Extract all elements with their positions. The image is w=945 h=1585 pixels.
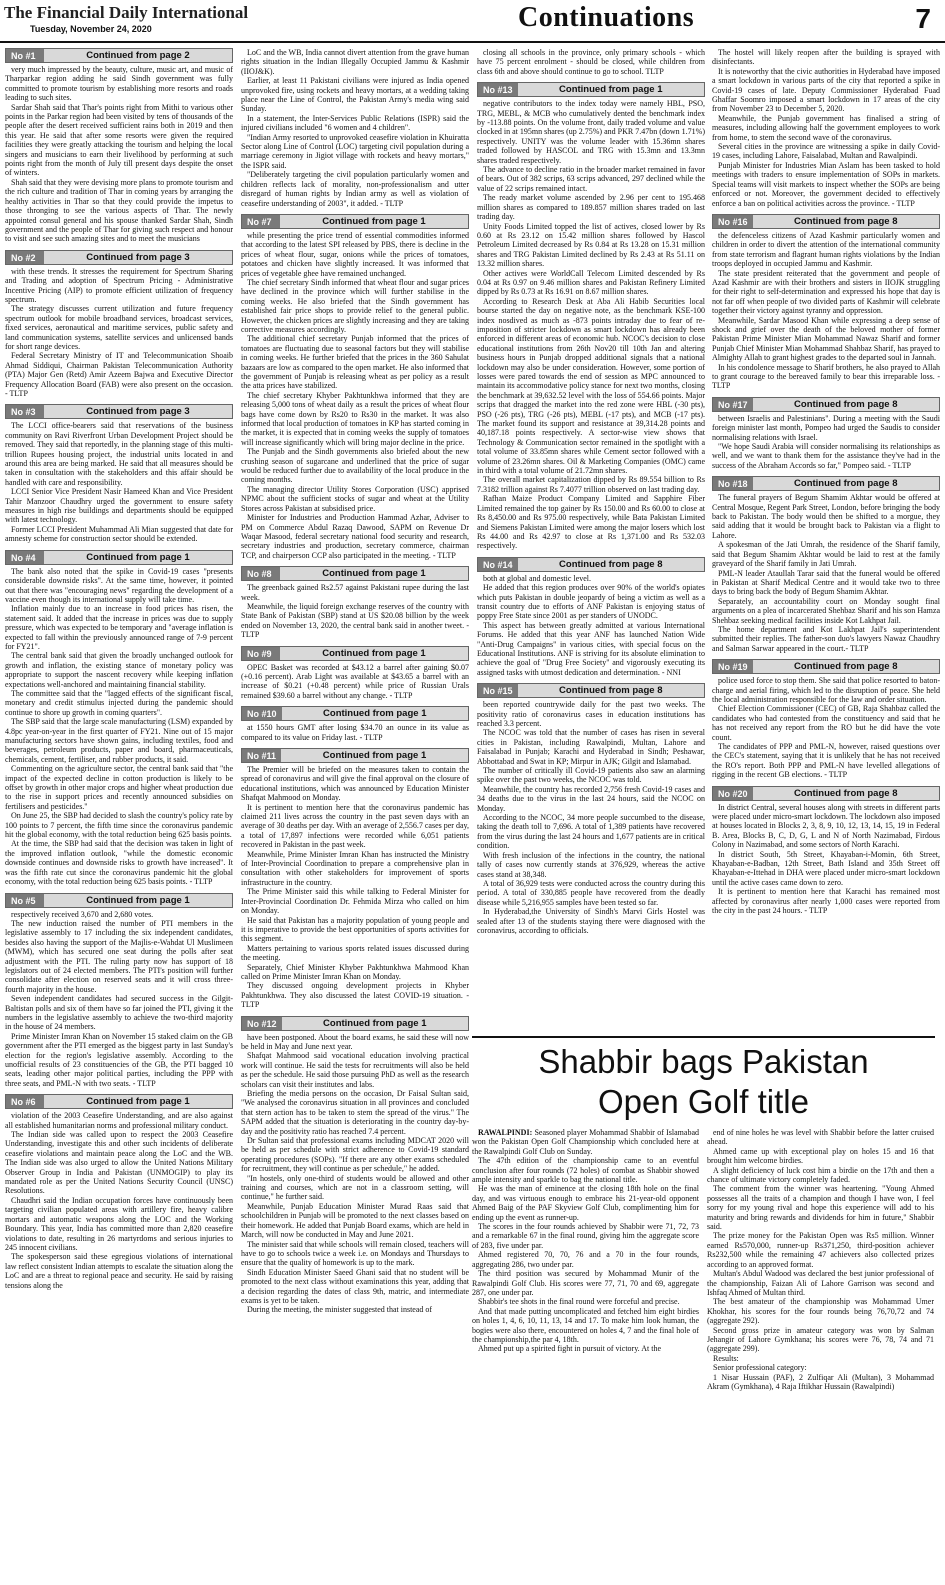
story-paragraph: "Indian Army resorted to unprovoked ceasefire violation in Khuiratta Sector along Line of Control (LOC) targeting civil population during a marriage ceremony in Jigiot village with rockets and heavy mortars," the ISPR said.: [241, 132, 469, 170]
story-paragraph: In his condolence message to Sharif brothers, he also prayed to Allah to grant courage to the bereaved family to bear this irreparable loss. - TLTP: [712, 362, 940, 391]
story-paragraph: Meanwhile, the country has recorded 2,756 fresh Covid-19 cases and 34 deaths due to the virus in the last 24 hours, said the NCOC on Monday.: [477, 784, 705, 813]
feature-paragraph: Ahmed came up with exceptional play on holes 15 and 16 that brought him welcome birdies.: [707, 1146, 934, 1166]
story-paragraph: The new induction raised the number of PTI members in the legislative assembly to 17 including the six independent candidates, besides also having the support of the Majlis-e-Wahdat Ul Muslimeen (MWM), which has secured one seat during the polls after seat adjustment with the PTI. The ruling party now has support of 18 legislators out of 24 elected members. The PTI's position will further consolidate after election on reserved seats and it will cross three-fourth majority in the house.: [5, 918, 233, 994]
story-header: [712, 659, 940, 674]
story-paragraph: According to Research Desk at Aba Ali Habib Securities local bourse started the day on negative note, as the benchmark KSE-100 index nosdived as much as -873 points intraday due to fear of re-imposition of stricter lockdown as smart lockdown has already been enforced in different areas of economic hub. NCOC's decision to close educational institutions from 26th Nov20 till 10th Jan and altering business hours in Punjab dropped additional signals that a national lockdown may also be under consideration. However, some portion of losses were pared towards the end of session as MPC announced to maintain its accommodative policy stance for next two months, closing the benchmark at 39,632.52 level with the loss of 554.66 points. Major scrips that dragged the market into the red zone were HBL (-30 pts), PSO (-26 pts), TRG (-26 pts), MEBL (-17 pts), and MCB (-17 pts). The market found its support and resistance at 39,314.28 points and 40,187.18 points respectively. A sector-wise view shows that Technology & Communication sector remained in the spotlight with a total volume of 33.85mn shares while Cement sector followed with a volume of 23.26mn shares. Oil & Marketing Companies (OMC) came in third with a total volume of 21.72mn shares.: [477, 296, 705, 476]
story-paragraph: Meanwhile, Prime Minister Imran Khan has instructed the Ministry of Inter-Provincial Coordination to prepare a comprehensive plan in consultation with other stakeholders for improvement of sports infrastructure in the country.: [241, 849, 469, 887]
story-header: [712, 397, 940, 412]
story: [712, 397, 940, 470]
story-paragraph: The bank also noted that the spike in Covid-19 cases "presents considerable downside risks". At the same time, however, it pointed out that there was "encouraging news" regarding the development of a vaccine even though its international supply will take time.: [5, 566, 233, 604]
column-3: [477, 48, 705, 1078]
story-paragraph: The greenback gained Rs2.57 against Pakistani rupee during the last week.: [241, 583, 469, 602]
story: [5, 48, 233, 244]
story-paragraph: Punjab Minister for Industries Mian Aslam has been tasked to hold meetings with traders to ensure implementation of SOPs in markets. Special teams will visit markets to inspect whether the SOPs are being enforced or not. Moreover, the government decided to effectively enforce a ban on political activities across the province. - TLTP: [712, 160, 940, 208]
story: [241, 646, 469, 701]
story-paragraph: Earlier, at least 11 Pakistani civilians were injured as India opened unprovoked fire, using rockets and heavy mortars, at a wedding taking place near the Line of Control, the Pakistan Army's media wing said Sunday.: [241, 76, 469, 114]
continued-from-label: Continued from page 1: [86, 894, 190, 906]
story-paragraph: both at global and domestic level.: [483, 573, 591, 583]
continued-from-label: Continued from page 8: [794, 215, 898, 227]
story-paragraph: The minister said that while schools will remain closed, teachers will have to go to schools twice a week i.e. on Mondays and Thursdays to ensure that the quality of homework is up to the mark.: [241, 1239, 469, 1268]
story-header: [5, 550, 233, 565]
feature-paragraph: The prize money for the Pakistan Open was Rs5 million. Winner earned Rs570,000, runner-up Rs371,250, third-position achiever Rs232,500 while the remaining 47 achievers also collected prizes according to an approved format.: [707, 1231, 934, 1269]
story-header: [241, 214, 469, 229]
story-paragraph: very much impressed by the beauty, culture, music art, and music of Tharparkar region adding he said Sindh government was fully committed to promote tourism by establishing more resorts and roads leading to such sites.: [5, 65, 233, 103]
continued-from-label: Continued from page 8: [559, 685, 663, 697]
story-paragraph: Seven independent candidates had secured success in the Gilgit-Baltistan polls and six of them have so far joined the PTI, giving it the numbers in the legislative assembly to achieve the two-third majority in the house of 24 members.: [5, 994, 233, 1032]
story-number: No #17: [713, 398, 753, 411]
story-paragraph: The Premier will be briefed on the measures taken to contain the spread of coronavirus and will give the final approval on the closure of educational institutions, which was announced by Education Minister Shafqat Mahmood on Monday.: [241, 765, 469, 803]
continued-from-label: Continued from page 1: [322, 647, 426, 659]
story-paragraph: Prime Minister Imran Khan on November 15 staked claim on the GB government after the PTI emerged as the biggest party in last Sunday's election for the region's legislative assembly. According to the unofficial results of 23 constituencies of the GB, the PTI bagged 10 seats, leading other major political parties, including the PPP with three seats, and PML-N with two seats. - TLTP: [5, 1031, 233, 1088]
story: [477, 557, 705, 677]
story: [5, 1094, 233, 1290]
story: [5, 550, 233, 887]
story: [241, 1016, 469, 1315]
feature-paragraph: Ahmed put up a spirited fight in pursuit of victory. At the: [478, 1344, 662, 1354]
story-paragraph: Federal Secretary Ministry of IT and Telecommunication Shoaib Ahmad Siddiqui, Chairman Pakistan Telecommunication Authority (PTA) Major Gen (Retd) Amir Azeem Bajwa and Executive Director Frequency Allocation Board (FAB) were also present on the occasion. - TLTP: [5, 351, 233, 398]
story-header: [241, 646, 469, 661]
story: [241, 214, 469, 560]
story-paragraph: A total of 36,929 tests were conducted across the country during this period. A total of 330,885 people have recovered from the deadly disease while 5,216,955 samples have been tested so far.: [477, 878, 705, 907]
feature-paragraph: The best amateur of the championship was Mohammad Umer Khokhar, his scores for the four rounds being 76,70,72 and 74 (aggregate 292).: [707, 1297, 934, 1326]
story-header: [477, 683, 705, 698]
continued-from-label: Continued from page 1: [323, 1017, 427, 1029]
story-number: No #11: [242, 749, 281, 762]
continued-from-label: Continued from page 8: [794, 478, 898, 490]
story: [241, 748, 469, 1010]
continued-from-label: Continued from page 1: [323, 708, 427, 720]
story-paragraph: violation of the 2003 Ceasefire Understanding, and are also against all established humanitarian norms and professional military conduct.: [5, 1111, 233, 1130]
story-paragraph: The Punjab and the Sindh governments also briefed about the new crushing season of sugarcane and underlined that the price of sugar would be reduced further due to availability of the local produce in the coming months.: [241, 447, 469, 485]
story-paragraph: The Indian side was called upon to respect the 2003 Ceasefire Understanding, investigate this and other such incidents of deliberate ceasefire violations and maintain peace along the LoC and the WB. The Indian side was also urged to allow the United Nations Military Observer Group in India and Pakistan (UNMOGIP) to play its mandated role as per the United Nations Security Council (UNSC) Resolutions.: [5, 1130, 233, 1196]
story-paragraph: Dr Sultan said that professional exams including MDCAT 2020 will be held as per schedule with strict adherence to Covid-19 standard operating procedures (SOPs). "If there are any other exams scheduled for recruitment, they will continue as per schedule," he added.: [241, 1136, 469, 1174]
story-paragraph: In a statement, the Inter-Services Public Relations (ISPR) said the injured civilians included "6 women and 4 children".: [241, 113, 469, 133]
story-paragraph: Minister for Industries and Production Hammad Azhar, Adviser to PM on Commerce Abdul Razaq Dawood, SAPM on Revenue Dr Waqar Masood, federal secretary national food security and research, secretary industries and production, secretary commerce, chairman TCP, and chairperson CCP also participated in the meeting. - TLTP: [241, 513, 469, 560]
story-paragraph: police used force to stop them. She said that police resorted to baton-charge and aerial firing, which led to the disruption of peace. She held the local administration responsible for the law and order situation.: [712, 676, 940, 704]
issue-date: Tuesday, November 24, 2020: [30, 24, 152, 34]
story-paragraph: At the time, the SBP had said that the decision was taken in light of the improved inflation outlook, "while the domestic economic downside continues and downside risks to growth have increased". It was the fifth rate cut since the coronavirus pandemic hit the global economy, with the total reduction being 625 basis points. - TLTP: [5, 839, 233, 887]
story-paragraph: Sardar Shah said that Thar's points right from Mithi to various other points in the Parkar region had been visited by tens of thousands of the people after the desert received sufficient rains both in 2019 and then this year. He said that after some resorts were given the required facilities they were greatly attacking the tourism and helping the local singers and musicians to earn their livelihood by performing at such points right from the month of July till present days despite the onset of winters.: [5, 102, 233, 178]
story-paragraph: negative contributors to the index today were namely HBL, PSO, TRG, MEBL, & MCB who cumulatively dented the benchmark index by -113.88 points. On the volume front, daily traded volume and value clocked in at 195mn shares (up 2.75%) and PKR 7.47bn (down 1.71%) respectively. UNITY was the volume leader with 15.36mn shares traded followed by HASCOL and TRG with 15.3mn and 13.3mn shares traded respectively.: [477, 99, 705, 165]
story-paragraph: Chief Election Commissioner (CEC) of GB, Raja Shahbaz called the candidates who had contested from the constituency and said that he has not received any report from the RO but he did have the vote count.: [712, 704, 940, 742]
story-paragraph: The committee said that the "lagged effects of the significant fiscal, monetary and credit stimulus injected during the pandemic should continue to shore up growth in coming quarters".: [5, 688, 233, 717]
story-paragraph: It is pertinent to mention here that Karachi has remained most affected by coronavirus after nearly 1,000 cases were reported from the city in the past 24 hours. - TLTP: [712, 887, 940, 916]
story-paragraph: "In hostels, only one-third of students would be allowed and other training and courses, which are not in a classroom setting, will continue," he further said.: [241, 1173, 469, 1202]
story-header: [241, 748, 469, 763]
story-header: [477, 82, 705, 97]
story-paragraph: The state president reiterated that the government and people of Azad Kashmir are with their brothers and sisters in IIOJK struggling for their right to self-determination and expressed his hope that day is not far off when people of two divided parts of Kashmir will celebrate together their victory against tyranny and oppression.: [712, 268, 940, 316]
story-paragraph: Shah said that they were devising more plans to promote tourism and the rich culture and tradition of Thar in coming years by arranging the healthy activities in Thar so that they could provide the impetus to those thronging to see the various aspects of Thar. The newly appointed consul general and his spouse thanked Sardar Shah, Sindh government and the people of Thar for giving such respect and honour to visit and see such amazing sites and to meet the musicians: [5, 177, 233, 244]
feature-paragraph: And that made putting uncomplicated and fetched him eight birdies on holes 1, 4, 6, 10, 11, 13, 14 and 17. To make him look human, the bogies were also there, encountered on holes 4, 7 and the final hole of the championship,the par 4, 18th.: [472, 1306, 699, 1344]
story-header: [712, 214, 940, 229]
story-paragraph: The additional chief secretary Punjab informed that the prices of tomatoes are fluctuating due to seasonal factors but they will stabilise in coming weeks. He further briefed that the prices in the 360 Sahulat bazaars are low as compared to the open market. He also informed that the government of Punjab is releasing wheat as per policy as a result the atta prices have stabilized.: [241, 334, 469, 391]
story-paragraph: Separately, Chief Minister Khyber Pakhtunkhwa Mahmood Khan called on Prime Minister Imran Khan on Monday.: [241, 962, 469, 981]
story: [477, 48, 705, 76]
feature-paragraph: He was the man of eminence at the closing 18th hole on the final day, and was virtuous enough to embrace his 21-year-old opponent Ahmed Baig of the PAF Skyview Golf Club, complimenting him for ending up the event as runner-up.: [472, 1184, 699, 1222]
feature-paragraph: The scores in the four rounds achieved by Shabbir were 71, 72, 73 and a remarkable 67 in the final round, giving him the aggregate score of 283, five under par.: [472, 1222, 699, 1250]
continued-from-label: Continued from page 3: [86, 251, 190, 263]
feature-paragraph: Ahmed registered 70, 70, 76 and a 70 in the four rounds, aggregating 286, two under par.: [472, 1250, 699, 1269]
story-paragraph: Inflation mainly due to an increase in food prices has risen, the statement said. It added that the increase in prices was due to supply pressure, which was expected to be temporary and "average inflation is expected to fall within the previously announced range of 7-9 percent for FY21".: [5, 604, 233, 651]
story: [5, 893, 233, 1089]
story-header: [712, 476, 940, 491]
page-number: 7: [915, 3, 931, 34]
continued-from-label: Continued from page 1: [86, 551, 190, 563]
story-paragraph: The LCCI office-bearers said that reservations of the business community on Ravi Riverfront Urban Development Project should be removed. They said that reportedly, in the planning stage of this multi-trillion Rupees housing project, the industrial units located in and around this area are being marked. He said that all measures should be taken in consultation with the stakeholders and this affair should be handled with care and responsibility.: [5, 421, 233, 487]
story-number: No #7: [242, 215, 280, 228]
story-paragraph: A spokesman of the Jati Umrah, the residence of the Sharif family, said that Begum Shamim Akhtar would be laid to rest at the family graveyard of the Sharif family in Jati Umrah.: [712, 540, 940, 569]
story-paragraph: Sindh Education Minister Saeed Ghani said that no student will be promoted to the next class without examinations this year, adding that a decision regarding the dates of class 9th, matric, and intermediate exams is yet to be taken.: [241, 1267, 469, 1305]
story-paragraph: He added that this region produces over 90% of the world's opiates which puts Pakistan in double jeopardy of being a victim as well as a transit country due to efforts of ANF Pakistan is enjoying status of poppy Free State since 2001 as per standers of UNODC.: [477, 583, 705, 621]
story-number: No #12: [242, 1017, 282, 1030]
feature-paragraph: The 47th edition of the championship came to an eventful conclusion after four rounds (72 holes) of combat as Shabbir showed ample intensity and sparkle to bag the national title.: [472, 1156, 699, 1185]
story-paragraph: The spokesperson said these egregious violations of international law reflect consistent Indian attempts to escalate the situation along the LoC and are a threat to regional peace and security. He said by raising tensions along the: [5, 1252, 233, 1290]
story-paragraph: With fresh inclusion of the infections in the country, the national tally of cases now currently stands at 376,929, whereas the active cases stand at 38,348.: [477, 850, 705, 879]
story-paragraph: The ready market volume ascended by 2.96 per cent to 195.468 million shares as compared to 189.857 million shares traded on last trading day.: [477, 193, 705, 222]
story-paragraph: LCCI Senior Vice President Nasir Hameed Khan and Vice President Tahir Manzoor Chaudhry urged the government to ensure safety measures in high rise buildings and departments should be equipped with latest technology.: [5, 487, 233, 525]
story-paragraph: On June 25, the SBP had decided to slash the country's policy rate by 100 points to 7 percent, the fifth time since the coronavirus pandemic hit the global economy, with the total reduction being 625 basis points.: [5, 811, 233, 840]
story-header: [5, 1094, 233, 1109]
story-paragraph: Commenting on the agriculture sector, the central bank said that "the impact of the expected decline in cotton production is likely to be offset by growth in other major crops and higher wheat production due to the rise in support prices and recently announced subsidies on fertilisers and pesticides.": [5, 764, 233, 811]
story-number: No #16: [713, 215, 753, 228]
story-paragraph: Chaudhri said the Indian occupation forces have continuously been targeting civilian populated areas with artillery fire, heavy calibre mortars and automatic weapons along the LOC and the Working Boundary. This year, India has committed more than 2,820 ceasefire violations to date, resulting in 26 martyrdoms and serious injuries to 245 innocent civilians.: [5, 1195, 233, 1252]
continued-from-label: Continued from page 8: [794, 661, 898, 673]
feature-paragraph: A slight deficiency of luck cost him a birdie on the 17th and then a chance of ultimate victory completely faded.: [707, 1165, 934, 1185]
feature-paragraph: Shabbir's tee shots in the final round were forceful and precise.: [478, 1297, 680, 1307]
story-header: [5, 404, 233, 419]
continued-from-label: Continued from page 1: [322, 750, 427, 761]
story: [712, 48, 940, 208]
story-paragraph: In district Central, several houses along with streets in different parts were placed under micro-smart lockdown. The lockdown also imposed at houses located in Blocks 2, 3, 8, 9, 10, 12, 13, 14, 15, 19 in Federal B. Area, Blocks B, C, D, G, L and N of North Nazimabad, Firdous Colony in Nazimabad, and some sectors of North Karachi.: [712, 802, 940, 850]
story-number: No #18: [713, 477, 753, 490]
continued-from-label: Continued from page 1: [559, 84, 663, 96]
story-number: No #2: [6, 251, 44, 264]
story-paragraph: respectively received 3,670 and 2,680 votes.: [11, 909, 154, 919]
feature-paragraph: Senior professional category:: [713, 1363, 807, 1373]
story-paragraph: The chief secretary Khyber Pakhtunkhwa informed that they are releasing 5,000 tons of wheat daily as a result the prices of wheat flour bags have come down by Rs20 to Rs30 in the market. It was also informed that local production of tomatoes in KP has started coming in the market, it is expected that in coming weeks the supply of tomatoes will increase significantly which will bring major decline in the price.: [241, 390, 469, 447]
continued-from-label: Continued from page 2: [86, 50, 190, 61]
story-paragraph: Meanwhile, the liquid foreign exchange reserves of the country with State Bank of Pakistan (SBP) stand at US $20.08 billion by the week ended on November 13, 2020, the central bank said in another tweet. - TLTP: [241, 601, 469, 640]
story-paragraph: closing all schools in the province, only primary schools - which have 75 percent enrolment - should be closed, while children from class 6th and above should continue to go to school. TLTP: [477, 48, 705, 76]
story-paragraph: the defenceless citizens of Azad Kashmir particularly women and children in order to divert the attention of the international community from state terrorism and flagrant human rights violations by the Indian troops deployed in occupied Jammu and Kashmir.: [712, 230, 940, 269]
headline-line-2: Open Golf title: [598, 1083, 809, 1120]
story-header: [477, 557, 705, 572]
story-number: No #13: [478, 83, 518, 96]
continued-from-label: Continued from page 1: [322, 215, 426, 227]
masthead: [0, 0, 945, 44]
story-number: No #5: [6, 894, 44, 907]
story-paragraph: In Hyderabad,the University of Sindh's Marvi Girls Hostel was sealed after 13 of the students staying there were diagnosed with the coronavirus, according to officials.: [477, 907, 705, 935]
story-header: [5, 48, 233, 63]
story-paragraph: between Israelis and Palestinians". During a meeting with the Saudi foreign minister last month, Pompeo had urged the Saudis to consider normalising relations with Israel.: [712, 413, 940, 442]
story-paragraph: while presenting the price trend of essential commodities informed that according to the latest SPI released by PBS, there is decline in the prices of wheat flour, sugar, onions while the prices of tomatoes, potatoes and chicken have slightly increased. It was informed that prices of vegetable ghee have remained unchanged.: [241, 230, 469, 278]
feature-headline: [472, 1036, 935, 1122]
story-paragraph: with these trends. It stresses the requirement for Spectrum Sharing and Trading and adoption of Spectrum Pricing - Administrative Incentive Pricing (AIP) to promote efficient utilization of frequency spectrum.: [5, 266, 233, 304]
story: [5, 250, 233, 399]
feature-column-b: [707, 1128, 934, 1528]
feature-lead-text: Seasoned player Mohammad Shabbir of Islamabad won the Pakistan Open Golf Championship which concluded here at the Rawalpindi Golf Club on Sunday.: [472, 1128, 699, 1156]
story-paragraph: The overall market capitalization dipped by Rs 89.554 billion to Rs 7.3182 trillion against Rs 7.4077 trillion observed on last trading day.: [477, 475, 705, 494]
feature-paragraph: [472, 1128, 699, 1156]
feature-column-a: [472, 1128, 699, 1528]
story: [241, 566, 469, 639]
story: [712, 659, 940, 779]
story-paragraph: OPEC Basket was recorded at $43.12 a barrel after gaining $0.07 (+0.16 percent). Arab Light was available at $43.65 a barrel with an increase of $0.21 (+0.48 percent) while price of Russian Urals remained $39.60 a barrel without any change. - TLTP: [241, 662, 469, 700]
story-paragraph: The NCOC was told that the number of cases has risen in several cities in Pakistan, including Rawalpindi, Multan, Lahore and Faisalabad in Punjab; Karachi and Hyderabad in Sindh; Peshawar, Abbottabad and Swat in KP; Mirpur in AJK; Gilgit and Islamabad.: [477, 728, 705, 766]
story: [5, 404, 233, 543]
story-paragraph: "Deliberately targeting the civil population particularly women and children reflects lack of morality, non-professionalism and utter disregard of human rights by Indian army as well as violation of ceasefire understanding of 2003", it added. - TLTP: [241, 170, 469, 208]
continued-from-label: Continued from page 8: [794, 787, 898, 799]
story-paragraph: PML-N leader Ataullah Tarar said that the funeral would be offered in Pakistan at Sharif Medical Centre and it would take two to three days to bring back the body of Begum Shamim Akhtar.: [712, 568, 940, 597]
story-paragraph: This aspect has between greatly admitted at various International Forums. He added that this year ANF has launched Nation Wide "Anti-Drug Campaigns" in various cities, with special focus on the Educational Institutions. ANF is striving for its absolute elimination to achieve the goal of "Drug Free Society" and vigorously executing its assigned tasks with utmost dedication and determination. - NNI: [477, 620, 705, 677]
story-paragraph: Former LCCI President Muhammad Ali Mian suggested that date for amnesty scheme for construction sector should be extended.: [5, 524, 233, 544]
story-paragraph: Matters pertaining to various sports related issues discussed during the meeting.: [241, 943, 469, 963]
story-paragraph: The Prime Minister said this while talking to Federal Minister for Inter-Provincial Coordination Dr. Fehmida Mirza who called on him on Monday.: [241, 887, 469, 916]
story-header: [5, 893, 233, 908]
story-number: No #4: [6, 551, 44, 564]
story-number: No #20: [713, 787, 753, 800]
story-number: No #19: [713, 660, 753, 673]
story-paragraph: Meanwhile, the Punjab government has finalised a string of measures, including allowing half the government employees to work from home, to stem the second wave of the coronavirus.: [712, 113, 940, 142]
feature-paragraph: 1 Nisar Hussain (PAF), 2 Zulfiqar Ali (Multan), 3 Mohammad Akram (Gymkhana), 4 Raja Iftikhar Hussain (Rawalpindi): [707, 1372, 934, 1391]
story-paragraph: "We hope Saudi Arabia will consider normalising its relationships as well, and we want to thank them for the assistance they've had in the success of the Abraham Accords so far," Pompeo said. - TLTP: [712, 442, 940, 470]
story-paragraph: The advance to decline ratio in the broader market remained in favor of bears. Out of 382 scrips, 63 scrips advanced, 297 declined while the value of 22 scrips remained intact.: [477, 165, 705, 193]
story-paragraph: It is noteworthy that the civic authorities in Hyderabad have imposed a smart lockdown in various parts of the city that reported a spike in Covid-19 cases of late. Deputy Commissioner Hyderabad Fuad Ghaffar Soomro imposed a smart lockdown in 17 areas of the city from November 23 to December 5, 2020.: [712, 66, 940, 114]
story-paragraph: During the meeting, the minister suggested that instead of: [247, 1305, 433, 1315]
story-paragraph: The home department and Kot Lakhpat Jail's superintendent submitted their replies. The father-son duo's lawyers Nawaz Chaudhry and Salman Sarwar appeared in the court.- TLTP: [712, 624, 940, 653]
story-header: [5, 250, 233, 265]
story-paragraph: The candidates of PPP and PML-N, however, raised questions over the CEC's statement, saying that it is unlikely that he has not received the RO's report. Both PPP and PML-N have levelled allegations of rigging in the recent GB elections. - TLTP: [712, 742, 940, 780]
story: [477, 683, 705, 935]
story-paragraph: The strategy discusses current utilization and future frequency spectrum outlook for mobile broadband services, broadcast services, fixed services, aeronautical and maritime services, public safety and land communication systems, satellite services and unlicensed bands for short range devices.: [5, 304, 233, 351]
story-header: [241, 566, 469, 581]
feature-paragraph: Results:: [713, 1353, 739, 1363]
section-title: Continuations: [518, 2, 695, 33]
story: [712, 476, 940, 653]
story-header: [241, 1016, 469, 1031]
story-header: [712, 786, 940, 801]
story-paragraph: Rafhan Maize Product Company Limited and Sapphire Fiber Limited remained the top gainer by Rs 150.00 and Rs 60.00 to close at Rs 8,450.00 and Rs 975.00 respectively, while Bata Pakistan Limited and Siemens Pakistan Limited were among the major losers which lost Rs 44.00 and Rs 42.97 to close at Rs 1,371.00 and Rs 532.03 respectively.: [477, 494, 705, 551]
story-paragraph: The hostel will likely reopen after the building is sprayed with disinfectants.: [712, 48, 940, 67]
feature-paragraph: Multan's Abdul Wadood was declared the best junior professional of the championship, Faizan Ali of Lahore Garrison was second and Ishfaq Ahmed of Multan third.: [707, 1269, 934, 1297]
story-number: No #1: [6, 49, 44, 62]
story-number: No #15: [478, 684, 518, 697]
continued-from-label: Continued from page 8: [794, 398, 898, 410]
story-paragraph: They discussed ongoing development projects in Khyber Pakhtunkhwa. They also discussed the latest COVID-19 situation. - TLTP: [241, 981, 469, 1010]
story-number: No #6: [6, 1095, 44, 1108]
story-paragraph: at 1550 hours GMT after losing $34.70 an ounce in its value as compared to its value on Friday last. - TLTP: [241, 723, 469, 742]
story-number: No #14: [478, 558, 518, 571]
story-paragraph: The chief secretary Sindh informed that wheat flour and sugar prices have declined in the province which will further stabilise in the coming weeks. He also briefed that the Sindh government has established fair price shops to provide relief to the general public. However, the chicken prices are slightly increasing and they are taking corrective measures accordingly.: [241, 277, 469, 334]
story-paragraph: Other actives were WorldCall Telecom Limited descended by Rs 0.04 at Rs 0.97 on 9.46 million shares and Pakistan Refinery Limited dipped by Rs 0.73 at Rs 16.91 on 8.67 million shares.: [477, 268, 705, 297]
paper-name: The Financial Daily International: [4, 3, 249, 22]
story: [712, 214, 940, 391]
story: [241, 706, 469, 742]
story: [241, 48, 469, 208]
story-number: No #10: [242, 707, 282, 720]
feature-paragraph: The third position was secured by Mohammad Munir of the Rawalpindi Golf Club. His scores were 77, 71, 70 and 69, aggregate 287, one under par.: [472, 1269, 699, 1297]
story-paragraph: The number of critically ill Covid-19 patients also saw an alarming spike over the past two weeks, the NCOC was told.: [477, 766, 705, 785]
story-paragraph: Shafqat Mahmood said vocational education involving practical work will continue. He said the tests for recruitments will also be held as per the schedule. He said those pursuing PhD as well as the research scholars can visit their institutes and labs.: [241, 1051, 469, 1089]
continued-from-label: Continued from page 3: [86, 406, 190, 418]
story: [477, 82, 705, 551]
story-paragraph: have been postponed. About the board exams, he said these will now be held in May and June next year.: [241, 1032, 469, 1051]
feature-paragraph: The comment from the winner was heartening. "Young Ahmed possesses all the traits of a champion and though I have won, I feel sorry for my young rival and hope this experience will add to his maturity and bring rewards and dividends for him in future," Shabbir said.: [707, 1184, 934, 1232]
column-4: [712, 48, 940, 1078]
story-paragraph: According to the NCOC, 34 more people succumbed to the disease, taking the death toll to 7,696. A total of 1,389 patients have recovered from the virus during the last 24 hours and 1,677 patients are in critical condition.: [477, 813, 705, 851]
masthead-rule: [0, 41, 945, 43]
continued-from-label: Continued from page 1: [86, 1096, 190, 1108]
story-paragraph: Meanwhile, Punjab Education Minister Murad Raas said that schoolchildren in Punjab will be promoted to the next classes based on their homework. He added that Punjab Board exams, which are held in March, will now be conducted in May and June 2021.: [241, 1201, 469, 1240]
story-paragraph: The managing director Utility Stores Corporation (USC) apprised NPMC about the sufficient stocks of sugar and wheat at the Utility Stores across Pakistan at subsidised price.: [241, 484, 469, 513]
story-number: No #9: [242, 647, 280, 660]
headline-line-1: Shabbir bags Pakistan: [538, 1043, 869, 1080]
story-paragraph: The funeral prayers of Begum Shamim Akhtar would be offered at Central Mosque, Regent Park Street, London, before bringing the body back to Pakistan. The body would then be shifted to a morgue, they said adding that it would be brought back to Pakistan via a flight to Lahore.: [712, 493, 940, 540]
continued-from-label: Continued from page 1: [322, 568, 426, 580]
story-number: No #8: [242, 567, 280, 580]
story-paragraph: LoC and the WB, India cannot divert attention from the grave human rights situation in the Indian Illegally Occupied Jammu & Kashmir (IIOJ&K).: [241, 48, 469, 76]
story-paragraph: Unity Foods Limited topped the list of actives, closed lower by Rs 0.60 at Rs 23.12 on 15.42 million shares followed by Hascol Petroleum Limited decreased by Rs 0.84 at Rs 13.28 on 15.31 million shares and TRG Pakistan Limited declined by Rs 2.43 at Rs 51.11 on 13.32 million shares.: [477, 221, 705, 269]
story-paragraph: been reported countrywide daily for the past two weeks. The positivity ratio of coronavirus cases in education institutions has reached 3.3 percent.: [477, 700, 705, 728]
story: [712, 786, 940, 916]
story-paragraph: In district South, 5th Street, Khayaban-i-Momin, 6th Street, Khayaban-e-Badban, 12th Street, Bath Island and 35th Street off Khayaban-e-Ittehad in DHA were placed under micro-smart lockdown until the active cases came down to zero.: [712, 849, 940, 887]
story-paragraph: The central bank said that given the broadly unchanged outlook for growth and inflation, the existing stance of monetary policy was appropriate to support the nascent recovery while keeping inflation expectations well-anchored and maintaining financial stability.: [5, 651, 233, 689]
story-paragraph: Meanwhile, Sardar Masood Khan while expressing a deep sense of shock and grief over the death of the beloved mother of former Pakistan Prime Minister Mian Mohammad Nawaz Sharif and former Punjab Chief Minister Mian Mohammad Shahbaz Sharif, has prayed to Almighty Allah to grant highest grades to the departed soul in Jannah.: [712, 315, 940, 363]
story-paragraph: He said that Pakistan has a majority population of young people and it is imperative to provide the best opportunities of sports activities for this segment.: [241, 915, 469, 944]
story-number: No #3: [6, 405, 44, 418]
feature-body: [472, 1128, 935, 1528]
golf-feature-story: [472, 1036, 935, 1528]
story-header: [241, 706, 469, 721]
feature-paragraph: Second gross prize in amateur category was won by Salman Jehangir of Lahore Gymkhana; his scores were 76, 78, 74 and 71 (aggregate 299).: [707, 1325, 934, 1354]
feature-paragraph: end of nine holes he was level with Shabbir before the latter cruised ahead.: [707, 1128, 934, 1147]
story-paragraph: Briefing the media persons on the occasion, Dr Faisal Sultan said, "We analysed the coronavirus situation in all provinces and concluded that stern action has to be taken to stem the spread of the virus." The SAPM added that the situation is deteriorating in the country day-by-day and the positivity ratio has reached 7.4 percent.: [241, 1089, 469, 1136]
story-paragraph: The SBP said that the large scale manufacturing (LSM) expanded by 4.8pc year-on-year in the first quarter of FY21. Nine out of 15 major manufacturing sectors have shown gains, including textiles, food and beverages, petroleum products, paper and board, pharmaceuticals, chemicals, cement, fertiliser, and rubber products, it said.: [5, 717, 233, 764]
column-1: [5, 48, 233, 1583]
continued-from-label: Continued from page 8: [559, 558, 663, 570]
story-paragraph: Several cities in the province are witnessing a spike in daily Covid-19 cases, including Lahore, Faisalabad, Multan and Rawalpindi.: [712, 142, 940, 161]
story-paragraph: It is pertinent to mention here that the coronavirus pandemic has claimed 211 lives across the country in the past seven days with an average of 30 deaths per day. With an average of 2,556.7 cases per day, a total of 17,897 infections were recorded while 6,051 patients recovered in Pakistan in the past week.: [241, 802, 469, 850]
dateline: RAWALPINDI:: [478, 1128, 533, 1137]
column-2: [241, 48, 469, 1583]
story-paragraph: Separately, an accountability court on Monday sought final arguments on a plea of incarcerated Shehbaz Sharif and his son Hamza Shehbaz seeking medical facilities inside Kot Lakhpat Jail.: [712, 596, 940, 625]
